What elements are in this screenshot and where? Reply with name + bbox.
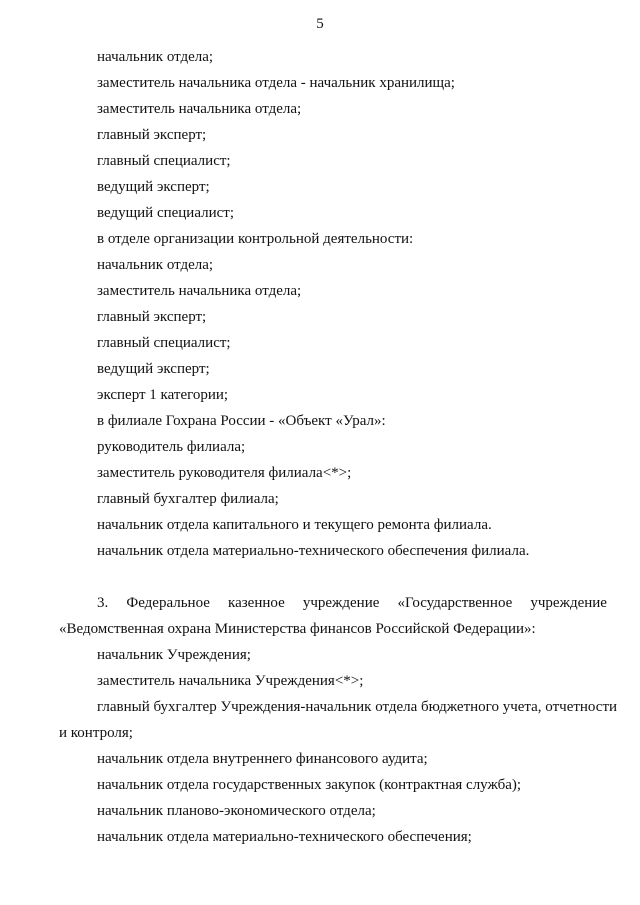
list-item: заместитель руководителя филиала<*>; <box>97 465 352 481</box>
list-item: начальник отдела государственных закупок (контрактная служба); <box>97 777 522 793</box>
list-item-wrapped-continued: и контроля; <box>59 725 133 741</box>
position-list-gokhran <box>59 44 607 564</box>
list-item: эксперт 1 категории; <box>97 387 229 403</box>
paragraph-gap <box>59 564 607 590</box>
list-item: начальник отдела; <box>97 257 214 273</box>
list-item: ведущий эксперт; <box>97 179 210 195</box>
list-item: начальник отдела капитального и текущего ремонта филиала. <box>97 517 492 533</box>
list-item: главный эксперт; <box>97 127 207 143</box>
heading-word: 3. <box>97 595 109 611</box>
list-item: начальник планово-экономического отдела; <box>97 803 376 819</box>
position-list-guard-a <box>59 642 607 694</box>
heading-word: казенное <box>228 595 285 611</box>
list-item: ведущий специалист; <box>97 205 235 221</box>
list-item: заместитель начальника отдела; <box>97 101 302 117</box>
list-item: заместитель начальника отдела - начальник хранилища; <box>97 75 455 91</box>
section-3-heading-continued: «Ведомственная охрана Министерства финансов Российской Федерации»: <box>59 621 536 637</box>
list-item: начальник отдела; <box>97 49 214 65</box>
section-3-heading <box>59 590 607 616</box>
list-item-wrapped: главный бухгалтер Учреждения-начальник отдела бюджетного учета, отчетности <box>97 699 618 715</box>
document-body <box>59 44 618 850</box>
list-item: заместитель начальника Учреждения<*>; <box>97 673 364 689</box>
list-item: главный бухгалтер филиала; <box>97 491 279 507</box>
list-item: начальник отдела внутреннего финансового аудита; <box>97 751 428 767</box>
list-item: заместитель начальника отдела; <box>97 283 302 299</box>
list-item: начальник отдела материально-технического обеспечения филиала. <box>97 543 530 559</box>
list-item: начальник Учреждения; <box>97 647 251 663</box>
heading-word: «Государственное <box>397 595 513 611</box>
list-item: главный специалист; <box>97 153 231 169</box>
position-list-guard-b <box>59 746 607 850</box>
list-item: главный специалист; <box>97 335 231 351</box>
list-item: начальник отдела материально-технического обеспечения; <box>97 829 472 845</box>
heading-word: Федеральное <box>126 595 210 611</box>
heading-word: учреждение <box>302 595 380 611</box>
list-item: главный эксперт; <box>97 309 207 325</box>
list-item: руководитель филиала; <box>97 439 246 455</box>
list-item: в филиале Гохрана России - «Объект «Урал»: <box>97 413 386 429</box>
heading-word: учреждение <box>530 595 607 611</box>
list-item: в отделе организации контрольной деятельности: <box>97 231 414 247</box>
page-number: 5 <box>316 16 324 32</box>
list-item: ведущий эксперт; <box>97 361 210 377</box>
